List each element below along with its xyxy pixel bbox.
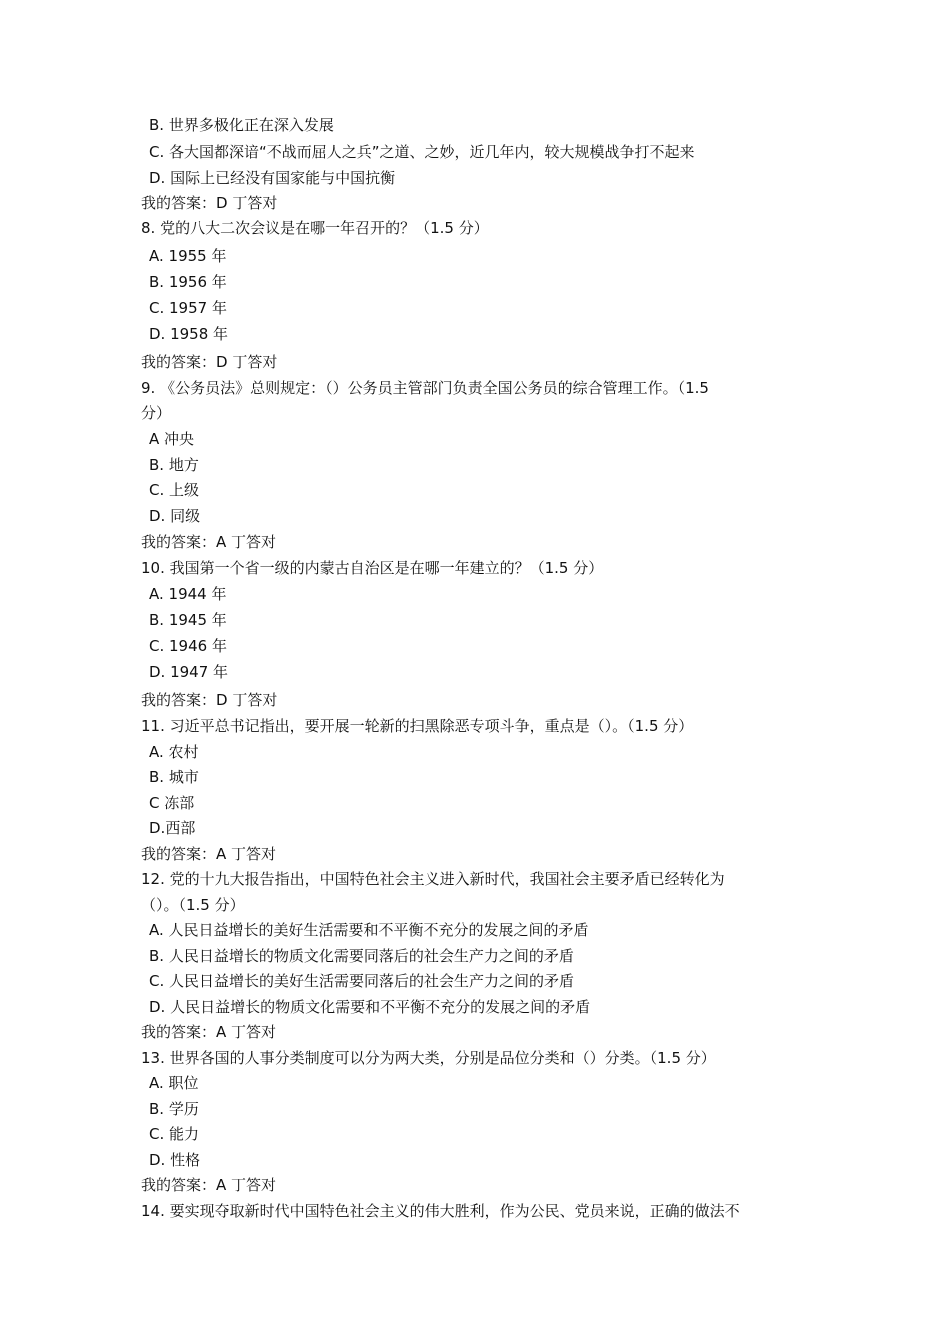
option-b: B. 1945 年	[149, 611, 227, 629]
answer-line: 我的答案：D 丁答对	[141, 353, 278, 371]
option-d: D.西部	[149, 819, 196, 837]
question-9-continued: 分）	[141, 404, 172, 422]
question-12: 12. 党的十九大报告指出，中国特色社会主义进入新时代，我国社会主要矛盾已经转化为	[141, 870, 725, 888]
option-a: A. 职位	[149, 1074, 199, 1092]
option-d: D. 国际上已经没有国家能与中国抗衡	[149, 169, 396, 187]
option-a: A. 农村	[149, 743, 199, 761]
question-9: 9. 《公务员法》总则规定：（）公务员主管部门负责全国公务员的综合管理工作。（1.5	[141, 379, 709, 397]
option-c: C. 能力	[149, 1125, 200, 1143]
answer-line: 我的答案：A 丁答对	[141, 1023, 277, 1041]
answer-line: 我的答案：D 丁答对	[141, 691, 278, 709]
option-c: C 冻部	[149, 794, 195, 812]
option-c: C. 1957 年	[149, 299, 227, 317]
answer-line: 我的答案：D 丁答对	[141, 194, 278, 212]
question-8: 8. 党的八大二次会议是在哪一年召开的？（1.5 分）	[141, 219, 489, 237]
answer-line: 我的答案：A 丁答对	[141, 533, 277, 551]
option-d: D. 性格	[149, 1151, 201, 1169]
answer-line: 我的答案：A 丁答对	[141, 1176, 277, 1194]
option-a: A 冲央	[149, 430, 195, 448]
option-b: B. 城市	[149, 768, 199, 786]
option-d: D. 同级	[149, 507, 201, 525]
question-11: 11. 习近平总书记指出，要开展一轮新的扫黑除恶专项斗争，重点是（）。（1.5 分）	[141, 717, 694, 735]
option-c: C. 1946 年	[149, 637, 227, 655]
option-d: D. 人民日益增长的物质文化需要和不平衡不充分的发展之间的矛盾	[149, 998, 591, 1016]
option-a: A. 人民日益增长的美好生活需要和不平衡不充分的发展之间的矛盾	[149, 921, 589, 939]
option-d: D. 1958 年	[149, 325, 229, 343]
option-a: A. 1955 年	[149, 247, 227, 265]
option-b: B. 学历	[149, 1100, 199, 1118]
answer-line: 我的答案：A 丁答对	[141, 845, 277, 863]
option-c: C. 人民日益增长的美好生活需要同落后的社会生产力之间的矛盾	[149, 972, 575, 990]
option-b: B. 世界多极化正在深入发展	[149, 116, 334, 134]
question-13: 13. 世界各国的人事分类制度可以分为两大类，分别是品位分类和（）分类。（1.5 分）	[141, 1049, 716, 1067]
option-c: C. 各大国都深谙“不战而屈人之兵”之道、之妙，近几年内，较大规模战争打不起来	[149, 143, 695, 161]
question-14: 14. 要实现夺取新时代中国特色社会主义的伟大胜利，作为公民、党员来说，正确的做法不	[141, 1202, 740, 1220]
option-b: B. 1956 年	[149, 273, 227, 291]
option-d: D. 1947 年	[149, 663, 229, 681]
option-c: C. 上级	[149, 481, 200, 499]
question-10: 10. 我国第一个省一级的内蒙古自治区是在哪一年建立的？（1.5 分）	[141, 559, 604, 577]
option-b: B. 地方	[149, 456, 199, 474]
option-b: B. 人民日益增长的物质文化需要同落后的社会生产力之间的矛盾	[149, 947, 574, 965]
option-a: A. 1944 年	[149, 585, 227, 603]
question-12-continued: （）。（1.5 分）	[141, 896, 245, 914]
